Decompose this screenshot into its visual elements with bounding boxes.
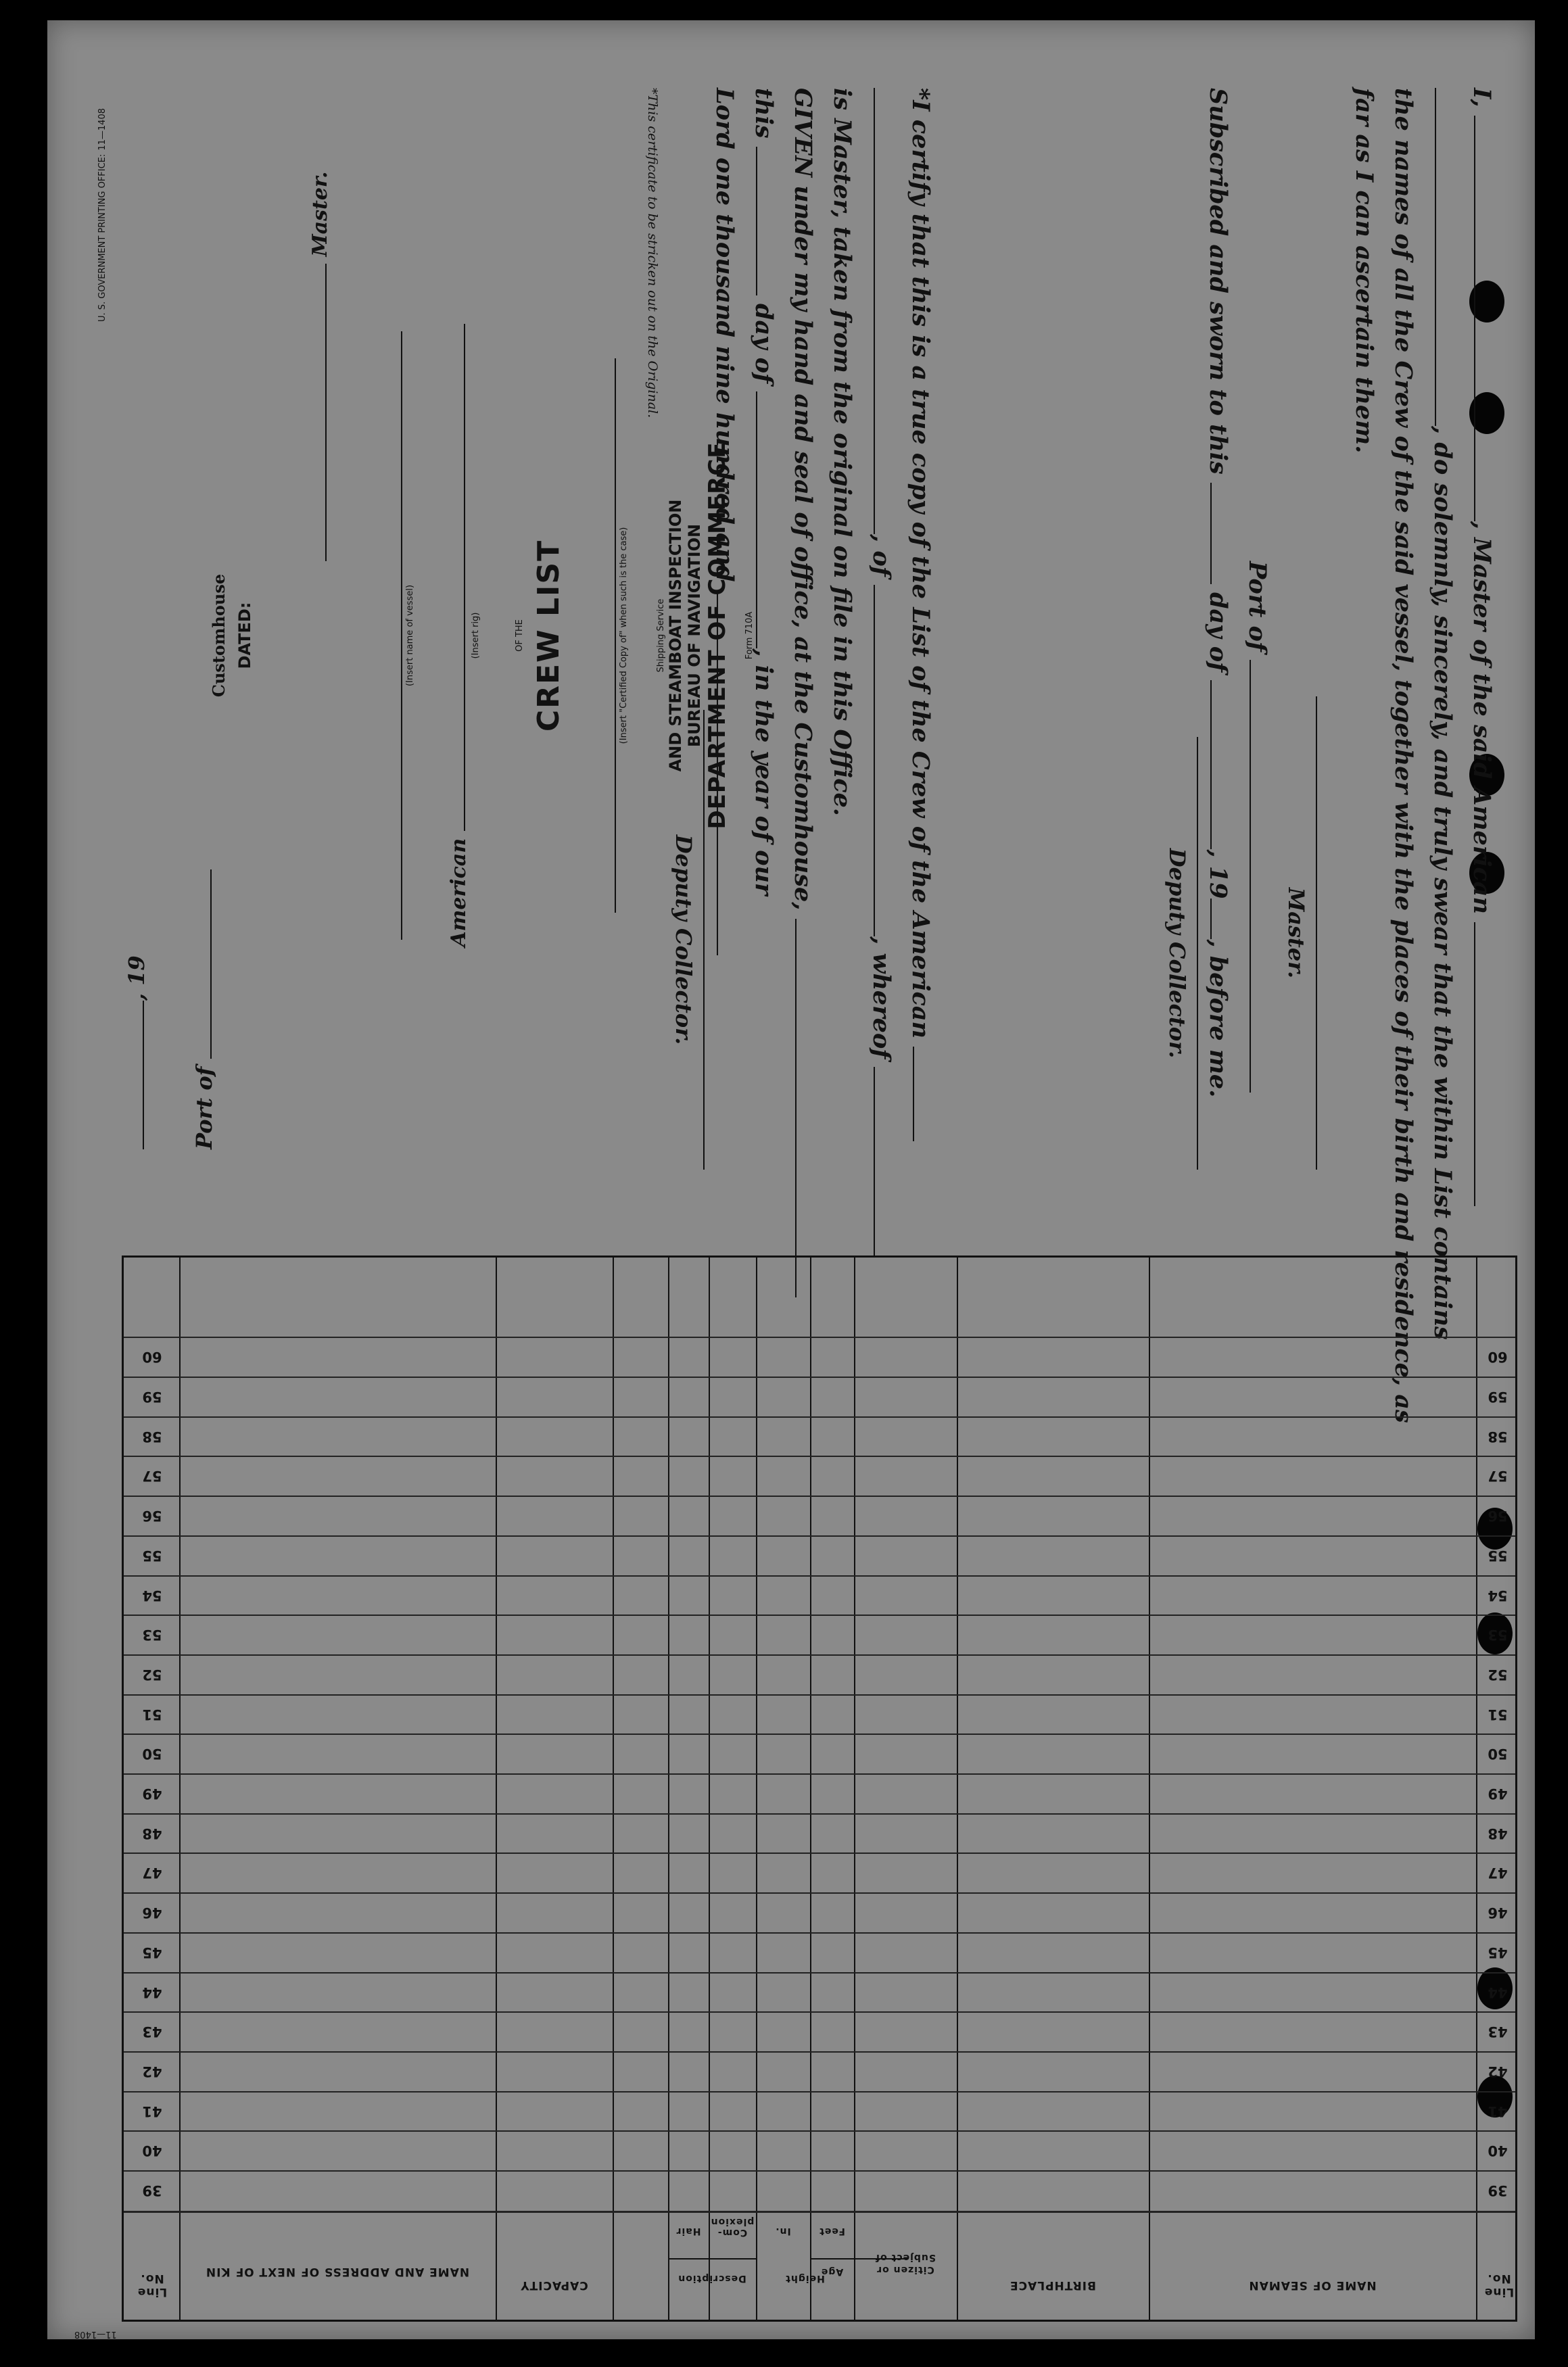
- certified-copy-line: (Insert "Certified Copy of" when such is the case): [593, 101, 629, 1170]
- header-height: Height: [785, 2273, 825, 2284]
- certificate-line-4: GIVEN under my hand and seal of office, at the Customhouse,: [783, 88, 822, 1224]
- deputy-signature-2: Deputy Collector.: [664, 88, 705, 1224]
- line-number-right: 53: [1488, 1627, 1508, 1644]
- table-row-line: [124, 1932, 1515, 1934]
- rig-line: American (Insert rig): [442, 101, 481, 1170]
- line-number-right: 40: [1488, 2143, 1508, 2159]
- declaration-line-2: , do solemnly, sincerely, and truly swear that the within List contains: [1423, 88, 1462, 1224]
- deputy-signature-1: Deputy Collector.: [1158, 88, 1198, 1224]
- corner-print-code: 11—1408: [74, 2329, 117, 2339]
- certificate-line-1: *I certify that this is a true copy of the List of the Crew of the American: [901, 88, 940, 1224]
- table-row-line: [124, 1535, 1515, 1537]
- table-row-line: [124, 1456, 1515, 1457]
- master-line: Master.: [304, 101, 332, 1170]
- line-number-left: 40: [142, 2143, 162, 2159]
- header-line-no-left: Line No.: [137, 2272, 168, 2299]
- line-number-left: 49: [142, 1786, 162, 1802]
- line-number-left: 52: [142, 1666, 162, 1683]
- table-row-line: [124, 1575, 1515, 1577]
- line-number-left: 39: [142, 2182, 162, 2199]
- line-number-right: 47: [1488, 1865, 1508, 1882]
- form-number: Form 710A: [744, 611, 755, 660]
- department-title: DEPARTMENT OF COMMERCE: [704, 441, 731, 830]
- declaration-i: I,: [1468, 88, 1496, 107]
- shipping-service: Shipping Service: [656, 598, 666, 673]
- line-number-left: 41: [142, 2103, 162, 2120]
- table-row-line: [124, 1852, 1515, 1854]
- crew-list-page: [47, 20, 1535, 2339]
- date-block: [108, 101, 304, 1170]
- line-number-right: 54: [1488, 1587, 1508, 1604]
- table-row-line: [124, 1734, 1515, 1735]
- table-row-line: [124, 1654, 1515, 1656]
- certificate-footnote: *This certificate to be stricken out on the Original.: [645, 88, 660, 419]
- of-the-label: OF THE: [515, 619, 525, 652]
- table-row-line: [124, 2130, 1515, 2132]
- table-row-line: [124, 1416, 1515, 1418]
- line-number-left: 42: [142, 2063, 162, 2080]
- table-row-line: [124, 1496, 1515, 1497]
- table-row-line: [124, 2051, 1515, 2053]
- port-of-line: Port of: [1237, 88, 1277, 1224]
- declaration-line-3: the names of all the Crew of the said vessel, together with the places of their birth and residence, as: [1389, 88, 1417, 1423]
- table-row-line: [124, 2011, 1515, 2013]
- line-number-left: 47: [142, 1865, 162, 1882]
- date-year: , 19: [124, 955, 149, 1001]
- header-hair: Hair: [675, 2226, 701, 2237]
- line-number-left: 45: [142, 1944, 162, 1961]
- line-number-right: 50: [1488, 1746, 1508, 1763]
- certificate-line-3: is Master, taken from the original on file in this Office.: [828, 88, 856, 816]
- vessel-name-line: (Insert name of vessel): [379, 101, 415, 1170]
- line-number-right: 59: [1488, 1389, 1508, 1405]
- line-number-right: 44: [1488, 1984, 1508, 2001]
- header-citizen: Citizen or Subject of: [875, 2252, 936, 2275]
- table-row-line: [124, 1615, 1515, 1616]
- declaration-line-4: far as I can ascertain them.: [1350, 88, 1378, 454]
- header-capacity: CAPACITY: [520, 2278, 588, 2292]
- table-row-line: [124, 1892, 1515, 1894]
- line-number-left: 46: [142, 1905, 162, 1921]
- customhouse-label: Customhouse: [209, 573, 229, 698]
- line-number-right: 49: [1488, 1786, 1508, 1802]
- line-number-right: 57: [1488, 1468, 1508, 1485]
- line-number-left: 54: [142, 1587, 162, 1604]
- table-row-line: [124, 1972, 1515, 1974]
- dated-label: DATED:: [235, 602, 254, 669]
- bureau-line-1: BUREAU OF NAVIGATION: [685, 523, 704, 748]
- line-number-right: 58: [1488, 1428, 1508, 1445]
- header-age: Age: [820, 2266, 844, 2277]
- line-number-left: 43: [142, 2024, 162, 2040]
- line-number-right: 42: [1488, 2063, 1508, 2080]
- line-number-left: 60: [142, 1349, 162, 1366]
- line-number-left: 57: [142, 1468, 162, 1485]
- crew-list-title: CREW LIST: [531, 539, 566, 732]
- table-row-line: [124, 2170, 1515, 2172]
- line-number-right: 60: [1488, 1349, 1508, 1366]
- line-number-right: 45: [1488, 1944, 1508, 1961]
- certificate-line-5: this day of , in the year of our: [750, 88, 778, 896]
- table-row-line: [124, 2091, 1515, 2093]
- header-description: Description: [678, 2273, 746, 2284]
- line-number-right: 39: [1488, 2182, 1508, 2199]
- subscribed-line: Subscribed and sworn to this day of , 19, before me.: [1204, 88, 1232, 1098]
- line-number-left: 50: [142, 1746, 162, 1763]
- declaration-line-1: I, , Master of the said American: [1462, 88, 1501, 1224]
- line-number-left: 44: [142, 1984, 162, 2001]
- header-inches: In.: [775, 2226, 791, 2237]
- line-number-left: 58: [142, 1428, 162, 1445]
- line-number-left: 48: [142, 1825, 162, 1842]
- header-feet: Feet: [819, 2226, 845, 2237]
- line-number-left: 51: [142, 1706, 162, 1723]
- header-complexion: Com- plexion: [710, 2216, 755, 2238]
- line-number-right: 41: [1488, 2103, 1508, 2120]
- header-next-of-kin: NAME AND ADDRESS OF NEXT OF KIN: [205, 2265, 470, 2278]
- certificate-line-2: , of , whereof: [861, 88, 901, 1224]
- table-row-line: [124, 1694, 1515, 1696]
- bureau-line-2: AND STEAMBOAT INSPECTION: [666, 499, 685, 772]
- line-number-right: 55: [1488, 1547, 1508, 1564]
- header-name-of-seaman: NAME OF SEAMAN: [1248, 2278, 1377, 2292]
- line-number-left: 56: [142, 1508, 162, 1525]
- line-number-right: 52: [1488, 1666, 1508, 1683]
- certificate-line-6: Lord one thousand nine hundred and: [705, 88, 744, 1224]
- line-number-right: 48: [1488, 1825, 1508, 1842]
- table-row-line: [124, 1773, 1515, 1775]
- printing-office-line: U. S. GOVERNMENT PRINTING OFFICE: 11—1408: [97, 108, 108, 322]
- cover-port-of: Port of: [191, 1066, 217, 1149]
- crew-table: [122, 1256, 1517, 2322]
- line-number-right: 46: [1488, 1905, 1508, 1921]
- header-line-no-right: Line No.: [1483, 2272, 1515, 2299]
- master-signature: Master.: [1277, 88, 1317, 1224]
- table-row-line: [124, 1813, 1515, 1815]
- table-row-line: [124, 1377, 1515, 1378]
- line-number-left: 53: [142, 1627, 162, 1644]
- line-number-left: 59: [142, 1389, 162, 1405]
- line-number-left: 55: [142, 1547, 162, 1564]
- header-birthplace: BIRTHPLACE: [1009, 2278, 1096, 2292]
- line-number-right: 43: [1488, 2024, 1508, 2040]
- crew-list-cover: [95, 101, 755, 1170]
- line-number-right: 51: [1488, 1706, 1508, 1723]
- line-number-right: 56: [1488, 1508, 1508, 1525]
- table-row-line: [124, 1337, 1515, 1338]
